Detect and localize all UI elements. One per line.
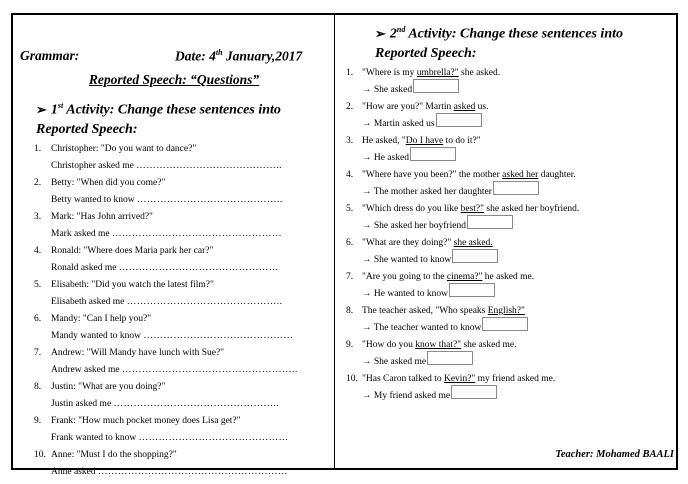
list-item — [34, 416, 328, 450]
answer-prefix: → Martin asked us — [362, 119, 435, 129]
question-text: Ronald: "Where does Maria park her car?" — [51, 246, 214, 256]
answer-line[interactable] — [51, 297, 282, 307]
list-item — [34, 382, 328, 416]
list-item — [34, 144, 328, 178]
item-number: 6. — [346, 238, 354, 248]
answer-line — [362, 187, 539, 197]
answer-box[interactable] — [482, 317, 528, 331]
answer-line[interactable] — [51, 229, 282, 239]
answer-line — [362, 85, 459, 95]
answer-prefix: → She asked — [362, 85, 413, 95]
answer-line[interactable] — [51, 195, 283, 205]
answer-box[interactable] — [452, 249, 498, 263]
item-number: 10. — [346, 374, 358, 384]
answer-prefix: Mark asked me — [51, 229, 110, 239]
answer-prefix: → He asked — [362, 153, 409, 163]
answer-prefix: Justin asked me — [51, 399, 112, 409]
answer-line — [362, 357, 473, 367]
arrow-bullet-icon: ➢ — [36, 101, 47, 117]
answer-line[interactable] — [51, 399, 279, 409]
item-number: 4. — [346, 170, 354, 180]
question-text: "How do you know that?" she asked me. — [362, 340, 517, 350]
answer-dots: …………………………………….. — [137, 195, 283, 205]
item-number: 10. — [34, 450, 46, 460]
list-item — [346, 102, 676, 136]
answer-line — [362, 391, 497, 401]
answer-prefix: → She wanted to know — [362, 255, 452, 265]
list-item — [346, 68, 676, 102]
question-text: Mandy: "Can I help you?" — [51, 314, 152, 324]
answer-line — [362, 119, 482, 129]
teacher-name: Teacher: Mohamed BAALI — [555, 449, 674, 460]
answer-line — [362, 255, 498, 265]
item-number: 1. — [34, 144, 42, 154]
item-number: 7. — [34, 348, 42, 358]
answer-line[interactable] — [51, 263, 279, 273]
question-text: "Which dress do you like best?" she asked her boyfriend. — [362, 204, 580, 214]
answer-dots: ………………………………………… — [118, 263, 279, 273]
list-item — [346, 170, 676, 204]
date-label: Date: 4th January,2017 — [175, 48, 303, 64]
answer-line[interactable] — [51, 331, 293, 341]
question-text: Betty: "When did you come?" — [51, 178, 166, 188]
item-number: 4. — [34, 246, 42, 256]
worksheet-header — [20, 48, 328, 64]
answer-dots: …………………………………………… — [111, 229, 282, 239]
answer-dots: ………………………………………….. — [113, 399, 280, 409]
answer-dots: ……………………………………… — [138, 433, 289, 443]
question-text: He asked, "Do I have to do it?" — [362, 136, 481, 146]
answer-line — [362, 153, 456, 163]
list-item — [34, 314, 328, 348]
answer-prefix: → The mother asked her daughter — [362, 187, 492, 197]
answer-prefix: Betty wanted to know — [51, 195, 135, 205]
answer-box[interactable] — [436, 113, 482, 127]
answer-prefix: Frank wanted to know — [51, 433, 137, 443]
question-text: Christopher: "Do you want to dance?" — [51, 144, 197, 154]
item-number: 5. — [346, 204, 354, 214]
answer-prefix: → The teacher wanted to know — [362, 323, 482, 333]
question-text: Anne: "Must I do the shopping?" — [51, 450, 177, 460]
item-number: 1. — [346, 68, 354, 78]
answer-dots: …………………………………………….. — [121, 365, 298, 375]
answer-box[interactable] — [451, 385, 497, 399]
item-number: 7. — [346, 272, 354, 282]
answer-line — [362, 289, 495, 299]
list-item — [34, 246, 328, 280]
question-text: "Are you going to the cinema?" he asked me. — [362, 272, 535, 282]
item-number: 9. — [34, 416, 42, 426]
answer-box[interactable] — [493, 181, 539, 195]
question-text: The teacher asked, "Who speaks English?" — [362, 306, 525, 316]
list-item — [346, 306, 676, 340]
question-text: Justin: "What are you doing?" — [51, 382, 166, 392]
question-text: Mark: "Has John arrived?" — [51, 212, 153, 222]
item-number: 2. — [34, 178, 42, 188]
answer-box[interactable] — [410, 147, 456, 161]
answer-prefix: Elisabeth asked me — [51, 297, 125, 307]
answer-line — [362, 323, 528, 333]
activity2-title: ➢ 2nd Activity: Change these sentences into Reported Speech: — [375, 25, 623, 61]
answer-line[interactable] — [51, 365, 298, 375]
question-text: Frank: "How much pocket money does Lisa get?" — [51, 416, 241, 426]
list-item — [346, 272, 676, 306]
answer-line[interactable] — [51, 467, 288, 477]
question-text: "Where is my umbrella?" she asked. — [362, 68, 501, 78]
answer-box[interactable] — [413, 79, 459, 93]
answer-prefix: → He wanted to know — [362, 289, 449, 299]
answer-line[interactable] — [51, 161, 282, 171]
question-text: "Has Caron talked to Kevin?" my friend asked me. — [362, 374, 556, 384]
question-text: "Where have you been?" the mother asked her daughter. — [362, 170, 576, 180]
answer-line[interactable] — [51, 433, 289, 443]
question-text: "How are you?" Martin asked us. — [362, 102, 489, 112]
item-number: 6. — [34, 314, 42, 324]
activity1-title: ➢ 1st Activity: Change these sentences into Reported Speech: — [36, 101, 281, 137]
item-number: 9. — [346, 340, 354, 350]
answer-prefix: Mandy wanted to know — [51, 331, 141, 341]
list-item — [346, 340, 676, 374]
item-number: 5. — [34, 280, 42, 290]
list-item — [346, 136, 676, 170]
list-item — [346, 238, 676, 272]
item-number: 3. — [34, 212, 42, 222]
list-item — [346, 374, 676, 408]
answer-prefix: → She asked her boyfriend — [362, 221, 466, 231]
list-item — [34, 280, 328, 314]
activity1-list — [34, 144, 328, 484]
item-number: 8. — [34, 382, 42, 392]
column-divider — [334, 13, 335, 470]
list-item — [34, 178, 328, 212]
arrow-bullet-icon: ➢ — [375, 25, 386, 41]
list-item — [34, 450, 328, 484]
answer-dots: ……………………………………… — [143, 331, 294, 341]
question-text: Elisabeth: "Did you watch the latest film?" — [51, 280, 214, 290]
answer-prefix: → She asked me — [362, 357, 427, 367]
answer-prefix: Christopher asked me — [51, 161, 134, 171]
answer-prefix: Ronald asked me — [51, 263, 117, 273]
answer-box[interactable] — [467, 215, 513, 229]
answer-prefix: Anne asked — [51, 467, 96, 477]
answer-prefix: → My friend asked me — [362, 391, 451, 401]
question-text: "What are they doing?" she asked. — [362, 238, 493, 248]
item-number: 3. — [346, 136, 354, 146]
answer-dots: ……………………………………….. — [126, 297, 283, 307]
answer-prefix: Andrew asked me — [51, 365, 120, 375]
answer-dots: …………………………………….. — [136, 161, 282, 171]
activity2-list — [346, 68, 676, 408]
question-text: Andrew: "Will Mandy have lunch with Sue?" — [51, 348, 225, 358]
page-title: Reported Speech: “Questions” — [88, 72, 260, 87]
grammar-label: Grammar: — [20, 48, 80, 63]
answer-box[interactable] — [427, 351, 473, 365]
answer-dots: ………………………………………………… — [97, 467, 288, 477]
list-item — [346, 204, 676, 238]
item-number: 2. — [346, 102, 354, 112]
item-number: 8. — [346, 306, 354, 316]
answer-line — [362, 221, 513, 231]
list-item — [34, 348, 328, 382]
answer-box[interactable] — [449, 283, 495, 297]
list-item — [34, 212, 328, 246]
